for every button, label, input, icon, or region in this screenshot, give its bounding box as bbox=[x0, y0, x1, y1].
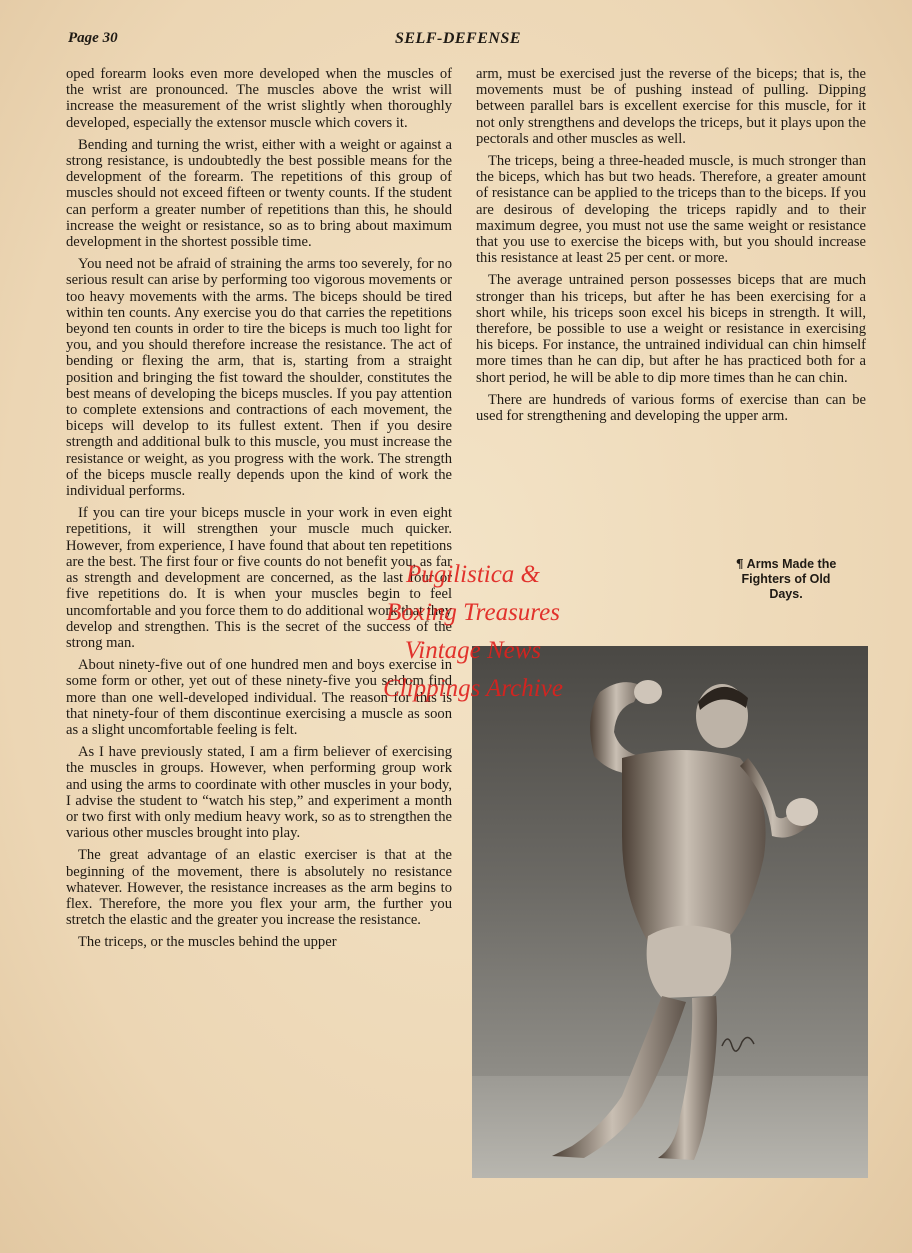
paragraph: oped forearm looks even more developed when the muscles of the wrist are pronounced. The muscles above the wrist will increase the measurement of the wrist slightly when thoroughly developed, especially the extensor muscle which covers it. bbox=[66, 66, 452, 131]
paragraph: About ninety-five out of one hundred men and boys exercise in some form or other, yet out of these ninety-five you seldom find more than one well-developed individual. The reason for this is that ninety-four of them discontinue exercising a muscle as soon as a slight uncomfortable feeling is felt. bbox=[66, 657, 452, 738]
paragraph: If you can tire your biceps muscle in your work in even eight repetitions, it will strengthen your muscle much quicker. However, from experience, I have found that about ten repetitions are the best. The first four or five counts do not benefit you, as far as strength and development are concerned, as the last four or five repetitions do. It is when your muscles begin to feel uncomfortable and you force them to do additional work that they develop and strengthen. This is the secret of the success of the strong man. bbox=[66, 505, 452, 651]
caption-line: Fighters of Old bbox=[741, 572, 831, 586]
paragraph: There are hundreds of various forms of exercise than can be used for strengthening and developing the upper arm. bbox=[476, 391, 866, 425]
page-header bbox=[68, 30, 848, 54]
paragraph: Bending and turning the wrist, either with a weight or against a strong resistance, is undoubtedly the best possible means for the development of the forearm. The repetitions of this group of muscles should not exceed fifteen or twenty counts. If the student can perform a greater number of repetitions than this, he should increase the weight or resistance, so as to bring about maximum development in the shortest possible time. bbox=[66, 136, 452, 251]
caption-line: Days. bbox=[769, 587, 803, 601]
watermark-line: Clippings Archive bbox=[383, 675, 563, 702]
signature bbox=[722, 1037, 754, 1051]
hips bbox=[647, 925, 732, 998]
paragraph: The average untrained person possesses biceps that are much stronger than his triceps, but after he has been exercising for a short while, his triceps soon excel his biceps in strength. It will, therefore, be possible to use a weight or resistance in exercising his biceps. For instance, the untrained individual can chin himself more times than he can dip, but after he has practiced both for a short period, he will be able to dip more times than he can chin. bbox=[476, 272, 866, 386]
flexed-fist bbox=[786, 798, 818, 826]
photo-caption bbox=[716, 556, 856, 602]
paragraph: As I have previously stated, I am a firm believer of exercising the muscles in groups. However, when performing group work and using the arms to coordinate with other muscles in your body, I advise the student to “watch his step,” and experiment a month or two first with only medium heavy work, so as to strengthen the various other muscles brought into play. bbox=[66, 744, 452, 842]
caption-line: Arms Made the bbox=[746, 557, 837, 571]
paragraph: You need not be afraid of straining the arms too severely, for no serious result can arise by performing too vigorous movements or too heavy movements with the arms. The biceps should be tired within ten counts. Any exercise you do that carries the repetitions beyond ten counts in order to tire the biceps is much too light for you, and you should therefore increase the resistance. The act of bending or flexing the arm, that is, starting from a straight position and bringing the fist toward the shoulder, constitutes the best means of developing the biceps muscles. If you pay attention to complete extensions and contractions of each movement, the biceps will develop to its fullest extent. Then if you desire strength and additional bulk to this muscle, you must increase the resistance or weight, as you progress with the work. The strength of the biceps muscle really depends upon the kind of work the individual performs. bbox=[66, 256, 452, 500]
torso bbox=[622, 750, 766, 942]
running-title: SELF-DEFENSE bbox=[394, 30, 522, 47]
watermark-line: Boxing Treasures bbox=[386, 599, 560, 626]
paragraph: arm, must be exercised just the reverse of the biceps; that is, the movements must be of pushing instead of pulling. Dipping between parallel bars is excellent exercise for this muscle, for it not only strengthens and develops the triceps, but it plays upon the pectorals and other muscles as well. bbox=[476, 66, 866, 147]
watermark bbox=[368, 556, 578, 708]
floor bbox=[472, 1076, 868, 1178]
right-column bbox=[476, 66, 866, 430]
photo-man-flexing-arms bbox=[472, 646, 868, 1178]
left-column bbox=[66, 66, 452, 957]
watermark-line: Vintage News bbox=[404, 637, 542, 664]
flexing-figure-illustration bbox=[472, 646, 868, 1178]
raised-fist bbox=[634, 680, 662, 704]
paragraph: The triceps, or the muscles behind the upper bbox=[78, 934, 337, 951]
paragraph-mark-icon: ¶ bbox=[735, 556, 744, 571]
page-number: Page 30 bbox=[68, 30, 118, 46]
paragraph: The triceps, being a three-headed muscle, is much stronger than the biceps, which has but two heads. Therefore, a greater amount of resistance can be applied to the triceps than to the biceps. If you are desirous of developing the triceps rapidly and to their maximum degree, you must not use the same weight or resistance that you use to exercise the biceps with, but you should increase this resistance at least 25 per cent. or more. bbox=[476, 153, 866, 267]
paragraph: The great advantage of an elastic exerciser is that at the beginning of the movement, there is absolutely no resistance whatever. However, the resistance increases as the arm begins to flex. Therefore, the more you flex your arm, the further you stretch the elastic and the greater you increase the resistance. bbox=[66, 847, 452, 929]
watermark-line: Pugilistica & bbox=[405, 561, 541, 588]
